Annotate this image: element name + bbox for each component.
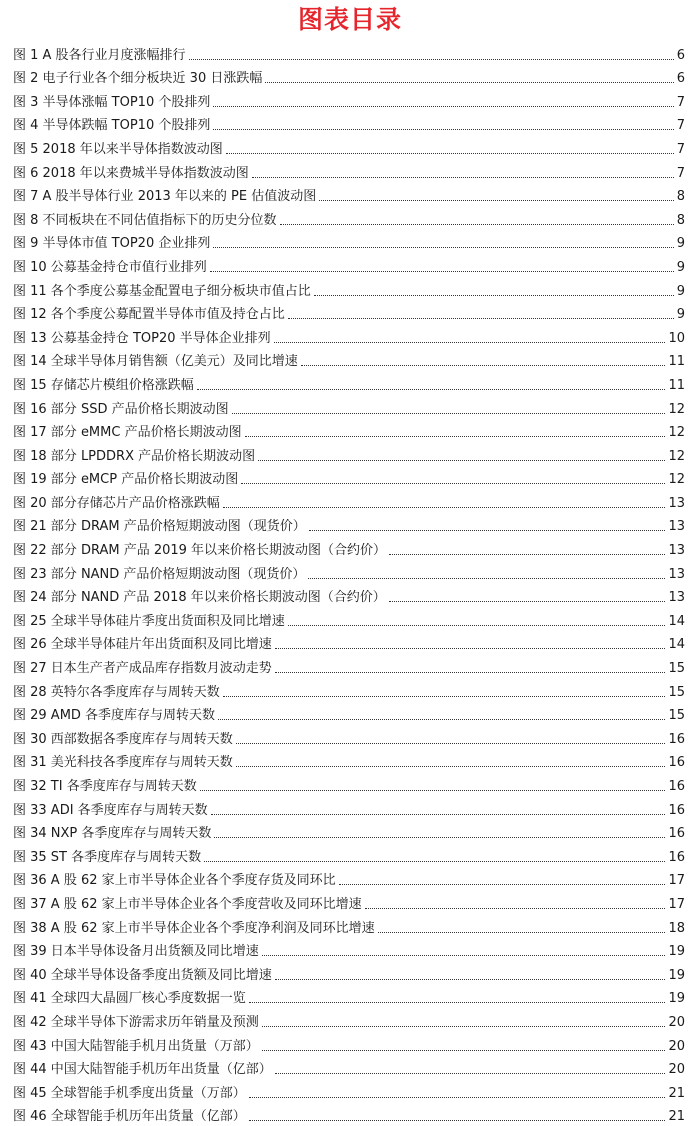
dot-leader — [211, 814, 666, 815]
dot-leader — [275, 979, 666, 980]
toc-entry-label: 图 17 部分 eMMC 产品价格长期波动图 — [13, 425, 242, 441]
toc-entry-page-number: 20 — [668, 1062, 685, 1078]
dot-leader — [274, 342, 666, 343]
toc-entry[interactable] — [13, 111, 685, 135]
toc-entry-label: 图 23 部分 NAND 产品价格短期波动图（现货价） — [13, 566, 306, 582]
toc-entry[interactable] — [13, 748, 685, 772]
toc-entry-label: 图 9 半导体市值 TOP20 企业排列 — [13, 236, 211, 252]
dot-leader — [262, 1026, 666, 1027]
toc-entry-label: 图 15 存储芯片模组价格涨跌幅 — [13, 377, 194, 393]
toc-entry-label: 图 44 中国大陆智能手机历年出货量（亿部） — [13, 1062, 272, 1078]
toc-entry[interactable] — [13, 819, 685, 843]
toc-entry[interactable] — [13, 1031, 685, 1055]
toc-entry-page-number: 17 — [668, 896, 685, 912]
dot-leader — [232, 413, 666, 414]
toc-entry[interactable] — [13, 300, 685, 324]
toc-entry[interactable] — [13, 771, 685, 795]
dot-leader — [210, 271, 674, 272]
dot-leader — [249, 1002, 666, 1003]
toc-entry[interactable] — [13, 441, 685, 465]
toc-entry[interactable] — [13, 866, 685, 890]
dot-leader — [309, 530, 666, 531]
dot-leader — [200, 790, 666, 791]
toc-entry-page-number: 9 — [676, 307, 685, 323]
toc-entry-page-number: 21 — [668, 1085, 685, 1101]
toc-entry-label: 图 45 全球智能手机季度出货量（万部） — [13, 1085, 246, 1101]
dot-leader — [213, 247, 673, 248]
toc-entry[interactable] — [13, 1007, 685, 1031]
toc-entry-page-number: 21 — [668, 1109, 685, 1125]
toc-entry[interactable] — [13, 40, 685, 64]
toc-entry-page-number: 13 — [668, 495, 685, 511]
toc-entry-page-number: 7 — [676, 141, 685, 157]
toc-entry[interactable] — [13, 984, 685, 1008]
toc-entry[interactable] — [13, 252, 685, 276]
toc-entry-label: 图 8 不同板块在不同估值指标下的历史分位数 — [13, 212, 277, 228]
toc-entry[interactable] — [13, 276, 685, 300]
dot-leader — [280, 224, 674, 225]
toc-entry-page-number: 9 — [676, 283, 685, 299]
toc-entry-label: 图 40 全球半导体设备季度出货额及同比增速 — [13, 967, 272, 983]
toc-entry-label: 图 31 美光科技各季度库存与周转天数 — [13, 755, 233, 771]
toc-entry-label: 图 2 电子行业各个细分板块近 30 日涨跌幅 — [13, 71, 263, 87]
dot-leader — [288, 318, 674, 319]
toc-entry-page-number: 19 — [668, 991, 685, 1007]
toc-entry-page-number: 16 — [668, 826, 685, 842]
toc-entry-label: 图 11 各个季度公募基金配置电子细分板块市值占比 — [13, 283, 311, 299]
dot-leader — [249, 1120, 666, 1121]
toc-entry-label: 图 28 英特尔各季度库存与周转天数 — [13, 684, 220, 700]
toc-entry-page-number: 16 — [668, 755, 685, 771]
toc-entry-page-number: 7 — [676, 165, 685, 181]
toc-entry-page-number: 16 — [668, 802, 685, 818]
toc-entry-page-number: 7 — [676, 94, 685, 110]
dot-leader — [314, 295, 674, 296]
toc-entry[interactable] — [13, 653, 685, 677]
dot-leader — [213, 106, 673, 107]
toc-entry[interactable] — [13, 795, 685, 819]
toc-entry[interactable] — [13, 1055, 685, 1079]
toc-entry-page-number: 9 — [676, 259, 685, 275]
toc-entry[interactable] — [13, 1078, 685, 1102]
toc-entry-page-number: 13 — [668, 519, 685, 535]
toc-entry-label: 图 41 全球四大晶圆厂核心季度数据一览 — [13, 991, 246, 1007]
dot-leader — [252, 177, 674, 178]
toc-entry[interactable] — [13, 347, 685, 371]
toc-entry-page-number: 15 — [668, 661, 685, 677]
toc-entry[interactable] — [13, 394, 685, 418]
toc-entry-page-number: 12 — [668, 401, 685, 417]
toc-entry[interactable] — [13, 205, 685, 229]
toc-entry[interactable] — [13, 842, 685, 866]
dot-leader — [213, 129, 673, 130]
toc-entry-page-number: 14 — [668, 637, 685, 653]
toc-entry-page-number: 17 — [668, 873, 685, 889]
toc-entry-label: 图 26 全球半导体硅片年出货面积及同比增速 — [13, 637, 272, 653]
figure-toc-list — [13, 40, 685, 1125]
page-title: 图表目录 — [297, 5, 402, 34]
toc-entry[interactable] — [13, 677, 685, 701]
toc-entry-label: 图 5 2018 年以来半导体指数波动图 — [13, 141, 223, 157]
toc-entry-label: 图 24 部分 NAND 产品 2018 年以来价格长期波动图（合约价） — [13, 590, 386, 606]
toc-entry[interactable] — [13, 1102, 685, 1126]
toc-entry[interactable] — [13, 370, 685, 394]
toc-entry[interactable] — [13, 418, 685, 442]
toc-entry-page-number: 12 — [668, 448, 685, 464]
toc-entry-label: 图 4 半导体跌幅 TOP10 个股排列 — [13, 118, 211, 134]
toc-entry[interactable] — [13, 182, 685, 206]
toc-entry-page-number: 16 — [668, 849, 685, 865]
dot-leader — [265, 82, 673, 83]
toc-entry[interactable] — [13, 512, 685, 536]
toc-entry-page-number: 20 — [668, 1038, 685, 1054]
dot-leader — [204, 861, 665, 862]
toc-entry-label: 图 29 AMD 各季度库存与周转天数 — [13, 708, 216, 724]
toc-entry[interactable] — [13, 488, 685, 512]
dot-leader — [288, 625, 666, 626]
toc-entry-label: 图 19 部分 eMCP 产品价格长期波动图 — [13, 472, 239, 488]
toc-entry-page-number: 8 — [676, 189, 685, 205]
dot-leader — [214, 837, 665, 838]
toc-entry-page-number: 6 — [676, 47, 685, 63]
toc-entry-page-number: 14 — [668, 613, 685, 629]
dot-leader — [275, 1073, 666, 1074]
toc-entry-label: 图 18 部分 LPDDRX 产品价格长期波动图 — [13, 448, 256, 464]
toc-entry[interactable] — [13, 889, 685, 913]
toc-entry[interactable] — [13, 606, 685, 630]
dot-leader — [308, 578, 665, 579]
toc-entry-label: 图 37 A 股 62 家上市半导体企业各个季度营收及同环比增速 — [13, 896, 362, 912]
toc-entry-page-number: 9 — [676, 236, 685, 252]
toc-entry-page-number: 15 — [668, 684, 685, 700]
toc-entry-label: 图 32 TI 各季度库存与周转天数 — [13, 779, 197, 794]
toc-entry[interactable] — [13, 937, 685, 961]
dot-leader — [197, 389, 666, 390]
toc-entry-page-number: 8 — [676, 212, 685, 228]
dot-leader — [365, 908, 666, 909]
toc-entry-page-number: 10 — [668, 330, 685, 346]
toc-entry-label: 图 35 ST 各季度库存与周转天数 — [13, 849, 202, 865]
dot-leader — [262, 955, 666, 956]
toc-entry[interactable] — [13, 465, 685, 489]
dot-leader — [301, 365, 666, 366]
dot-leader — [223, 696, 666, 697]
toc-entry-label: 图 46 全球智能手机历年出货量（亿部） — [13, 1109, 246, 1125]
toc-entry-page-number: 13 — [668, 566, 685, 582]
toc-entry-page-number: 12 — [668, 472, 685, 488]
toc-entry-page-number: 13 — [668, 590, 685, 606]
toc-entry-label: 图 7 A 股半导体行业 2013 年以来的 PE 估值波动图 — [13, 189, 317, 205]
toc-entry[interactable] — [13, 87, 685, 111]
toc-entry-label: 图 36 A 股 62 家上市半导体企业各个季度存货及同环比 — [13, 873, 336, 889]
dot-leader — [218, 719, 665, 720]
dot-leader — [275, 672, 666, 673]
toc-entry-label: 图 42 全球半导体下游需求历年销量及预测 — [13, 1014, 259, 1030]
toc-entry-page-number: 19 — [668, 967, 685, 983]
toc-entry[interactable] — [13, 583, 685, 607]
toc-entry[interactable] — [13, 323, 685, 347]
toc-entry-page-number: 20 — [668, 1014, 685, 1030]
dot-leader — [236, 766, 666, 767]
toc-entry[interactable] — [13, 559, 685, 583]
toc-entry[interactable] — [13, 630, 685, 654]
toc-entry-label: 图 6 2018 年以来费城半导体指数波动图 — [13, 165, 249, 181]
toc-entry-label: 图 39 日本半导体设备月出货额及同比增速 — [13, 944, 259, 960]
toc-entry-page-number: 12 — [668, 425, 685, 441]
toc-entry-label: 图 33 ADI 各季度库存与周转天数 — [13, 802, 208, 818]
toc-entry-label: 图 12 各个季度公募配置半导体市值及持仓占比 — [13, 307, 285, 323]
toc-entry-label: 图 27 日本生产者产成品库存指数月波动走势 — [13, 661, 272, 677]
toc-entry-label: 图 34 NXP 各季度库存与周转天数 — [13, 826, 212, 842]
toc-entry-page-number: 13 — [668, 543, 685, 559]
toc-entry-label: 图 10 公募基金持仓市值行业排列 — [13, 259, 207, 275]
toc-entry-label: 图 25 全球半导体硅片季度出货面积及同比增速 — [13, 613, 285, 629]
toc-entry[interactable] — [13, 960, 685, 984]
dot-leader — [319, 200, 673, 201]
toc-entry-label: 图 20 部分存储芯片产品价格涨跌幅 — [13, 495, 220, 511]
toc-entry[interactable] — [13, 701, 685, 725]
toc-entry-label: 图 16 部分 SSD 产品价格长期波动图 — [13, 401, 229, 417]
toc-entry[interactable] — [13, 158, 685, 182]
dot-leader — [245, 436, 666, 437]
dot-leader — [226, 153, 674, 154]
toc-entry[interactable] — [13, 913, 685, 937]
toc-entry[interactable] — [13, 134, 685, 158]
toc-entry-page-number: 16 — [668, 731, 685, 747]
toc-entry-page-number: 7 — [676, 118, 685, 134]
toc-entry-label: 图 22 部分 DRAM 产品 2019 年以来价格长期波动图（合约价） — [13, 543, 387, 559]
dot-leader — [378, 932, 666, 933]
toc-entry-label: 图 3 半导体涨幅 TOP10 个股排列 — [13, 94, 211, 110]
toc-entry-page-number: 6 — [676, 71, 685, 87]
dot-leader — [189, 59, 674, 60]
dot-leader — [389, 554, 665, 555]
toc-entry-page-number: 15 — [668, 708, 685, 724]
dot-leader — [258, 460, 665, 461]
dot-leader — [223, 507, 666, 508]
dot-leader — [339, 884, 666, 885]
toc-entry-label: 图 38 A 股 62 家上市半导体企业各个季度净利润及同环比增速 — [13, 920, 375, 936]
dot-leader — [249, 1097, 666, 1098]
dot-leader — [241, 483, 665, 484]
toc-entry[interactable] — [13, 64, 685, 88]
toc-entry-page-number: 19 — [668, 944, 685, 960]
dot-leader — [389, 601, 666, 602]
toc-entry-label: 图 43 中国大陆智能手机月出货量（万部） — [13, 1038, 259, 1054]
toc-entry-page-number: 18 — [668, 920, 685, 936]
dot-leader — [236, 743, 666, 744]
toc-entry[interactable] — [13, 724, 685, 748]
dot-leader — [262, 1050, 666, 1051]
toc-entry[interactable] — [13, 535, 685, 559]
toc-entry-label: 图 21 部分 DRAM 产品价格短期波动图（现货价） — [13, 519, 306, 535]
dot-leader — [275, 648, 666, 649]
toc-entry-page-number: 11 — [668, 377, 685, 393]
toc-entry-label: 图 1 A 股各行业月度涨幅排行 — [13, 47, 186, 63]
toc-entry[interactable] — [13, 229, 685, 253]
toc-entry-page-number: 16 — [668, 779, 685, 794]
toc-entry-label: 图 13 公募基金持仓 TOP20 半导体企业排列 — [13, 330, 271, 346]
toc-entry-label: 图 14 全球半导体月销售额（亿美元）及同比增速 — [13, 354, 298, 370]
toc-entry-label: 图 30 西部数据各季度库存与周转天数 — [13, 731, 233, 747]
toc-entry-page-number: 11 — [668, 354, 685, 370]
